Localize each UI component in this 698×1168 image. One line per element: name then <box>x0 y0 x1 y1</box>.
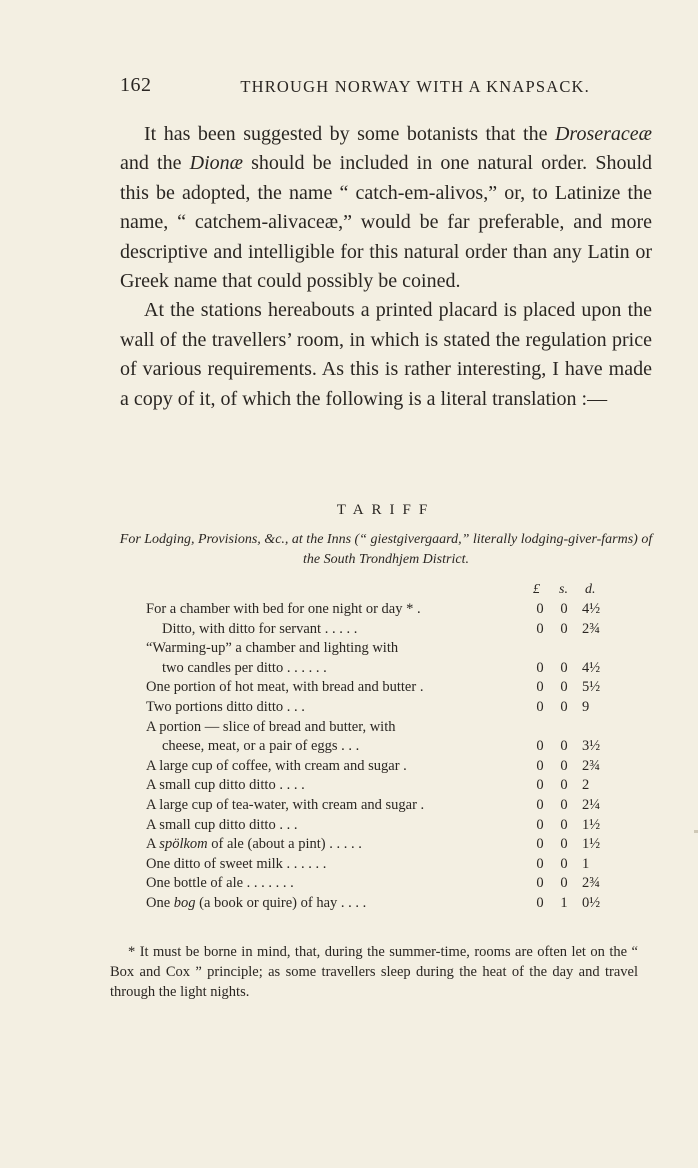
tariff-row <box>146 620 658 640</box>
tariff-table <box>146 600 658 914</box>
italic-text: Droseraceæ <box>554 123 652 145</box>
text-run: A <box>146 836 160 853</box>
tariff-item-description: Two portions ditto ditto . . . <box>146 698 305 715</box>
tariff-pounds: 0 <box>536 894 544 911</box>
tariff-shillings: 0 <box>560 757 568 774</box>
column-header-pounds: £ <box>533 582 540 597</box>
text-run: (a book or quire) of hay . . . . <box>195 894 367 911</box>
tariff-row <box>146 835 658 855</box>
tariff-item-description: One ditto of sweet milk . . . . . . <box>146 855 327 872</box>
tariff-item-description: One bottle of ale . . . . . . . <box>146 875 294 892</box>
tariff-row <box>146 894 658 914</box>
tariff-row <box>146 874 658 894</box>
tariff-item-description: two candles per ditto . . . . . . <box>162 659 327 676</box>
tariff-item-description: A large cup of coffee, with cream and sugar . <box>146 757 407 774</box>
tariff-pounds: 0 <box>536 738 544 755</box>
text-run: of ale (about a pint) . . . . . <box>207 836 362 853</box>
tariff-item-description: Ditto, with ditto for servant . . . . . <box>162 620 358 637</box>
tariff-row <box>146 718 658 738</box>
tariff-pence: 2 <box>582 777 590 794</box>
tariff-pounds: 0 <box>536 620 544 637</box>
tariff-pence: 2¾ <box>582 620 601 637</box>
tariff-shillings: 0 <box>560 620 568 637</box>
tariff-pence: 1½ <box>582 836 601 853</box>
tariff-pounds: 0 <box>536 816 544 833</box>
tariff-pounds: 0 <box>536 601 544 617</box>
tariff-pence: 2¼ <box>582 796 601 813</box>
tariff-pence: 9 <box>582 698 590 715</box>
text-run: One <box>146 894 174 911</box>
tariff-row <box>146 698 658 718</box>
tariff-item-description: cheese, meat, or a pair of eggs . . . <box>162 738 360 755</box>
tariff-shillings: 1 <box>560 894 568 911</box>
tariff-shillings: 0 <box>560 679 568 696</box>
tariff-pounds: 0 <box>536 796 544 813</box>
tariff-item-description: A large cup of tea-water, with cream and sugar . <box>146 796 425 813</box>
running-head <box>120 74 590 97</box>
tariff-shillings: 0 <box>560 698 568 715</box>
tariff-shillings: 0 <box>560 659 568 676</box>
tariff-shillings: 0 <box>560 855 568 872</box>
tariff-pounds: 0 <box>536 777 544 794</box>
text-run: should be included in one natural order. Should this be adopted, the name “ catch-em-alivos,” or, to Latinize the name, “ catchem-alivaceæ,” would be far preferable, and more descriptive and intelligible for this natural order than any Latin or Greek name that could possibly be coined. <box>120 152 652 293</box>
text-run: At the stations hereabouts a printed placard is placed upon the wall of the travellers’ room, in which is stated the regulation price of various requirements. As this is rather interesting, I have made a copy of it, of which the following is a literal translation :— <box>120 299 652 410</box>
tariff-pence: 0½ <box>582 894 601 911</box>
body-text <box>120 120 652 414</box>
tariff-pounds: 0 <box>536 836 544 853</box>
italic-text: Dionæ <box>189 152 243 175</box>
tariff-item-description <box>146 835 362 855</box>
tariff-row <box>146 816 658 836</box>
tariff-row <box>146 776 658 796</box>
tariff-pence: 4½ <box>582 601 601 617</box>
page-edge-mark <box>694 830 698 833</box>
text-run: It has been suggested by some botanists that the <box>144 123 555 145</box>
tariff-pence: 1 <box>582 855 590 872</box>
tariff-pounds: 0 <box>536 757 544 774</box>
tariff-item-description: A small cup ditto ditto . . . <box>146 816 298 833</box>
tariff-row <box>146 737 658 757</box>
tariff-shillings: 0 <box>560 601 568 617</box>
tariff-item-description: For a chamber with bed for one night or day * . <box>146 601 421 617</box>
paragraph <box>120 296 652 414</box>
tariff-item-description: One portion of hot meat, with bread and butter . <box>146 679 424 696</box>
tariff-item-description: A small cup ditto ditto . . . . <box>146 777 305 794</box>
tariff-row <box>146 855 658 875</box>
tariff-pence: 5½ <box>582 679 601 696</box>
paragraph <box>120 120 652 296</box>
tariff-row <box>146 796 658 816</box>
tariff-row <box>146 757 658 777</box>
tariff-row <box>146 600 658 620</box>
column-header-shillings: s. <box>559 582 568 597</box>
tariff-shillings: 0 <box>560 738 568 755</box>
tariff-pence: 2¾ <box>582 875 601 892</box>
column-header-pence: d. <box>585 582 596 597</box>
tariff-shillings: 0 <box>560 816 568 833</box>
tariff-pounds: 0 <box>536 698 544 715</box>
tariff-pounds: 0 <box>536 679 544 696</box>
footnote-text: * It must be borne in mind, that, during the summer-time, rooms are often let on the “ Box and Cox ” principle; as some travellers sleep during the heat of the day and travel through the light nights. <box>110 944 638 1000</box>
page-number: 162 <box>120 74 152 96</box>
tariff-subheading <box>116 530 656 570</box>
tariff-shillings: 0 <box>560 796 568 813</box>
tariff-pence: 2¾ <box>582 757 601 774</box>
footnote <box>110 942 638 1002</box>
tariff-heading: TARIFF <box>336 502 436 518</box>
tariff-pence: 4½ <box>582 659 601 676</box>
tariff-row <box>146 678 658 698</box>
tariff-item-description: “Warming-up” a chamber and lighting with <box>146 640 399 657</box>
tariff-item-description: A portion — slice of bread and butter, with <box>146 718 396 735</box>
tariff-item-description <box>146 894 366 914</box>
tariff-pounds: 0 <box>536 855 544 872</box>
tariff-pounds: 0 <box>536 875 544 892</box>
tariff-shillings: 0 <box>560 875 568 892</box>
tariff-pence: 1½ <box>582 816 601 833</box>
tariff-shillings: 0 <box>560 836 568 853</box>
text-run: and the <box>120 152 190 175</box>
tariff-pence: 3½ <box>582 738 601 755</box>
tariff-shillings: 0 <box>560 777 568 794</box>
italic-text: bog <box>173 894 196 911</box>
book-title: THROUGH NORWAY WITH A KNAPSACK. <box>240 77 590 96</box>
tariff-row <box>146 639 658 659</box>
italic-text: spölkom <box>159 836 208 853</box>
tariff-pounds: 0 <box>536 659 544 676</box>
tariff-subheading-text: For Lodging, Provisions, &c., at the Inns (“ giestgivergaard,” literally lodging-giver-farms) of the South Trondhjem District. <box>119 532 653 567</box>
tariff-row <box>146 659 658 679</box>
